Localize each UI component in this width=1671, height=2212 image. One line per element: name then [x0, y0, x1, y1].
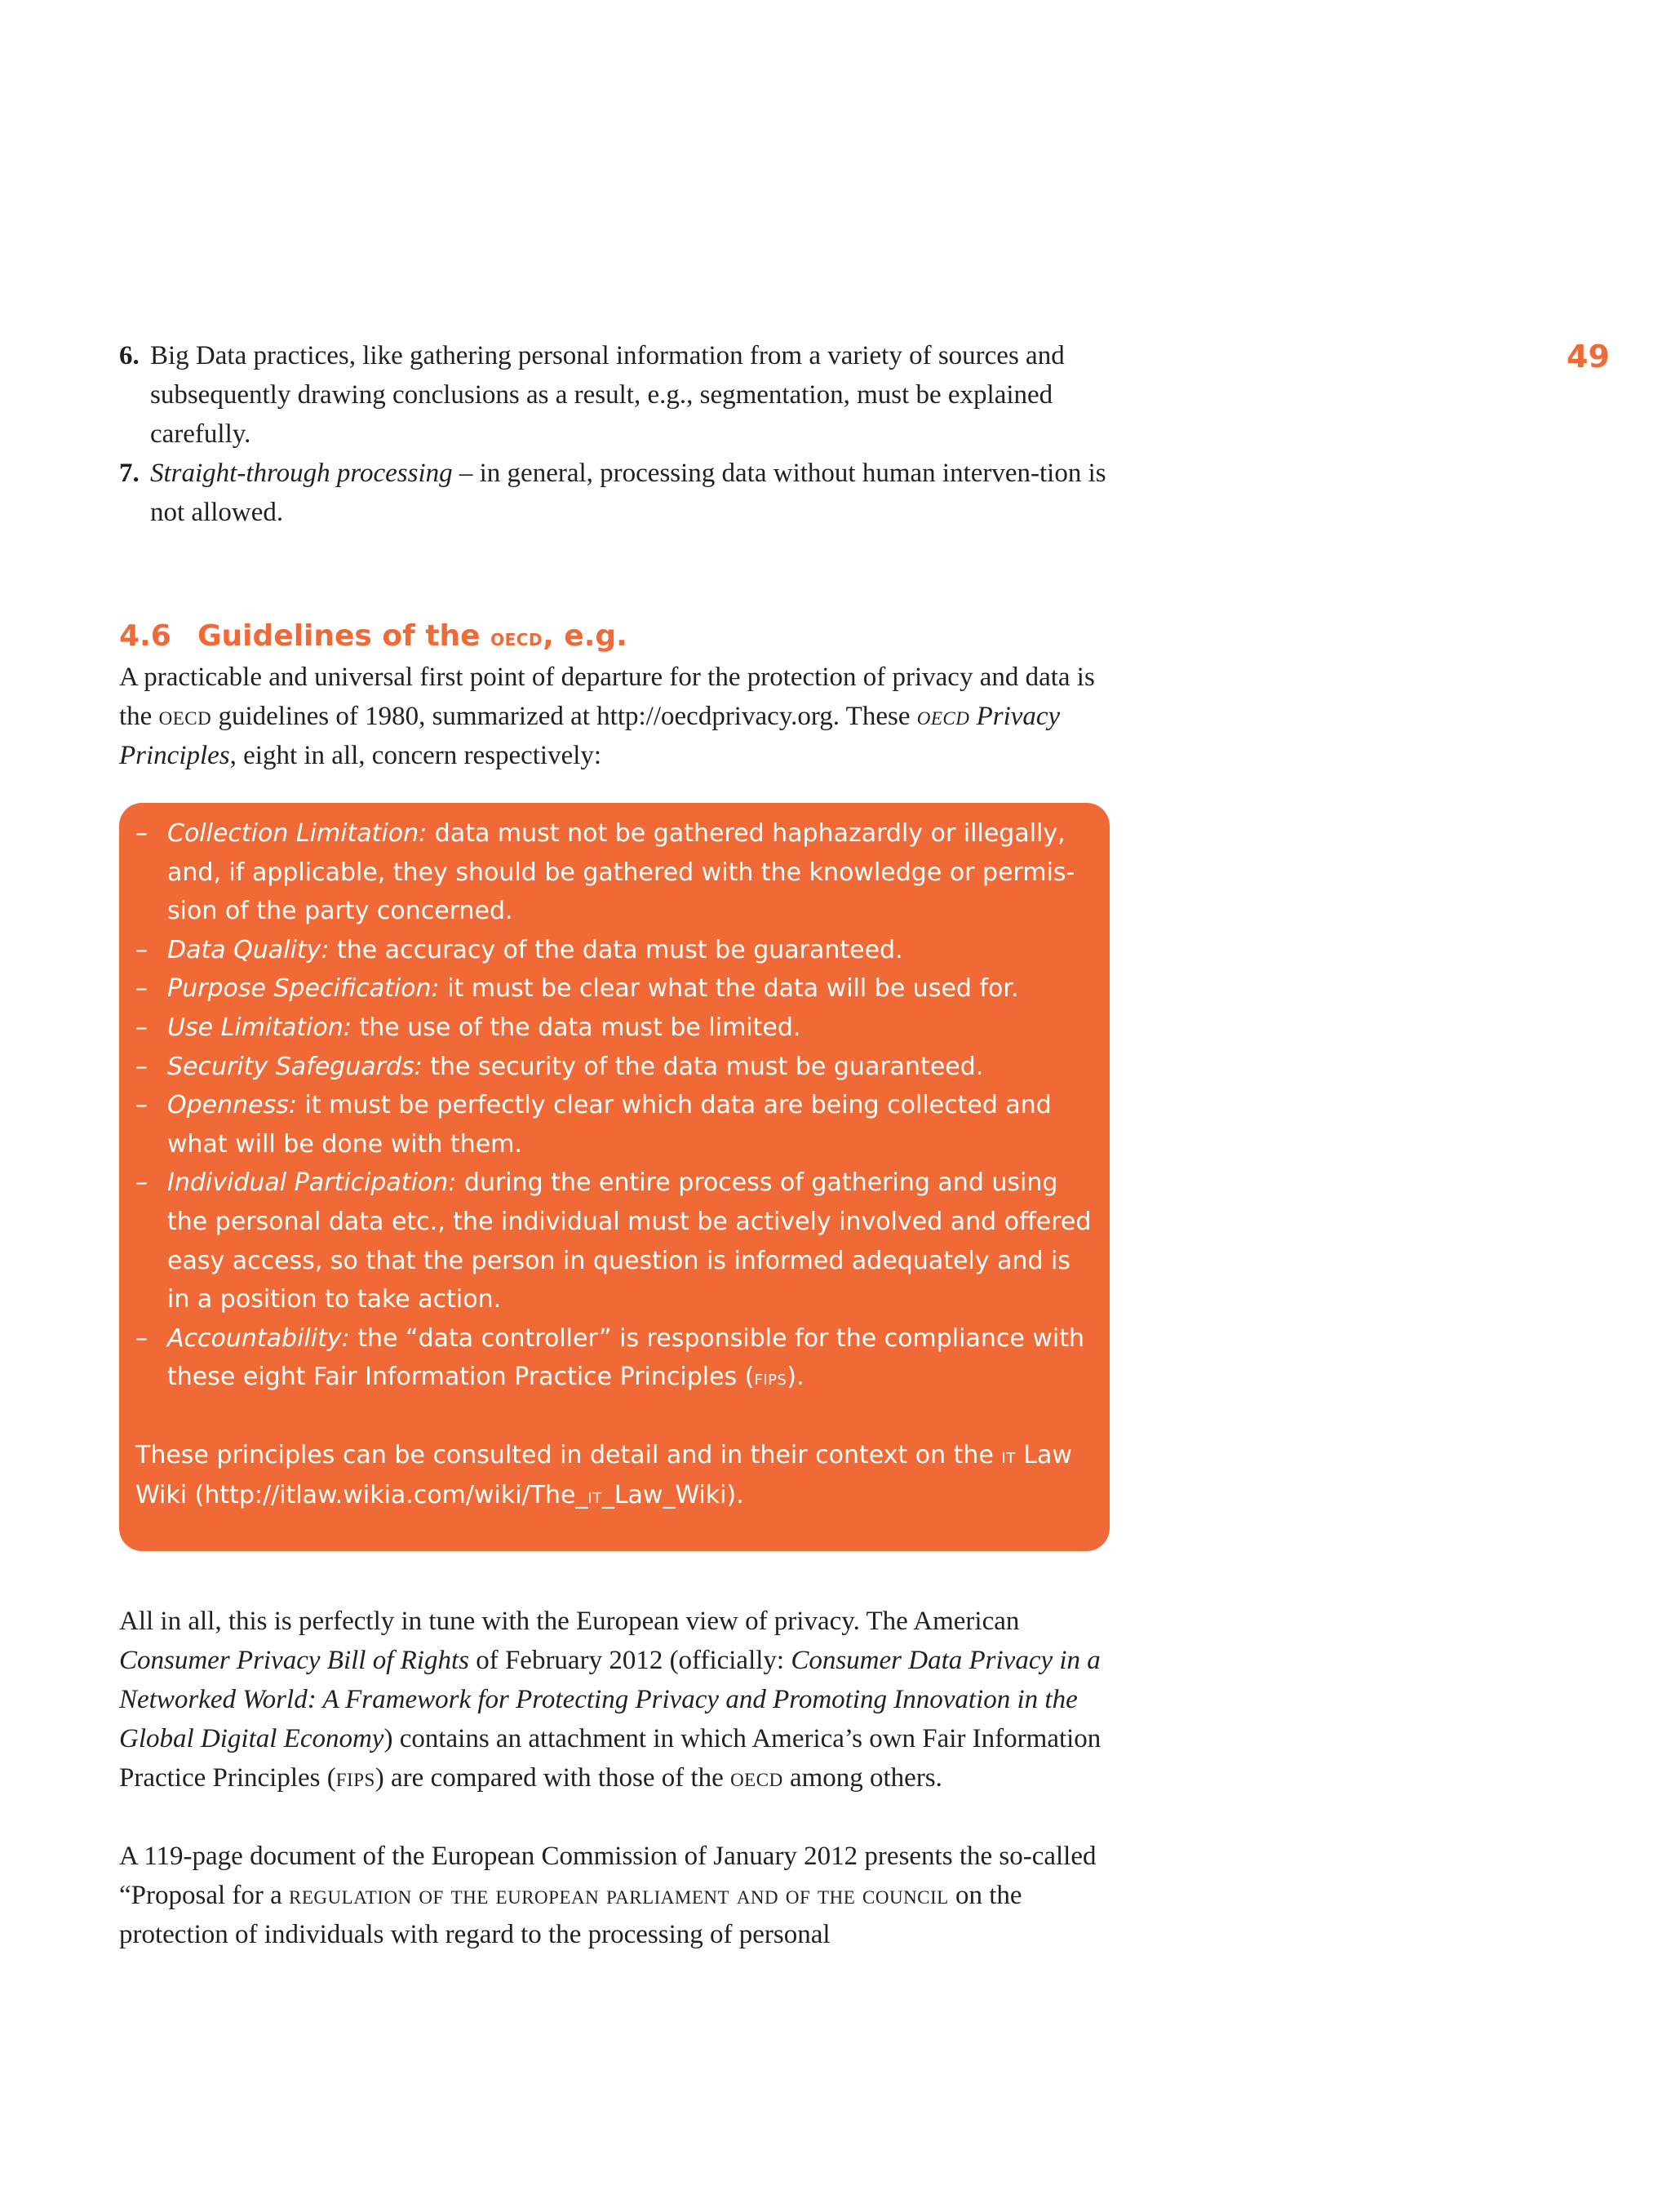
- list-item-text: Big Data practices, like gathering personal information from a variety of sources and subsequently drawing conclusions as a result, e.g., segmentation, must be explained carefully.: [150, 341, 1065, 449]
- text-run: ) are compared with those of the: [375, 1763, 731, 1793]
- principle-text: the “data controller” is responsible for the compliance with these eight Fair Information Practice Principles (: [167, 1323, 1085, 1392]
- principle-item: [135, 814, 1093, 931]
- text-run: These principles can be consulted in detail and in their context on the: [135, 1440, 1002, 1469]
- dash-bullet: –: [135, 1052, 148, 1081]
- principle-text: the use of the data must be limited.: [351, 1013, 801, 1042]
- dash-bullet: –: [135, 935, 148, 964]
- principle-term: Purpose Specification:: [167, 974, 440, 1004]
- text-run: Privacy Principles: [119, 702, 1061, 770]
- text-run: A practicable and universal first point of departure for the protection of privacy and data is the: [119, 663, 1095, 731]
- section-number: 4.6: [119, 619, 171, 653]
- principle-text: the security of the data must be guaranteed.: [422, 1052, 984, 1081]
- principle-term: Data Quality:: [167, 935, 330, 964]
- principle-item: [135, 1048, 1093, 1087]
- principle-item: [135, 1086, 1093, 1164]
- page-content: [119, 336, 1110, 1954]
- dash-bullet: –: [135, 1168, 148, 1198]
- principle-text: during the entire process of gathering and using the personal data etc., the individual must be actively involved and offered easy access, so that the person in question is informed adequately and is in a position to take action.: [167, 1168, 1092, 1314]
- principle-term: Collection Limitation:: [167, 819, 428, 848]
- principle-term: Security Safeguards:: [167, 1052, 423, 1081]
- text-run: All in all, this is perfectly in tune with the European view of privacy. The American: [119, 1607, 1020, 1637]
- dash-bullet: –: [135, 1013, 148, 1042]
- box-closing-note: [135, 1436, 1093, 1515]
- american-paragraph: [119, 1602, 1110, 1798]
- small-caps-title: regulation of the european parliament and of the council: [289, 1881, 949, 1911]
- text-run: _Law_Wiki).: [601, 1480, 744, 1509]
- acronym: fips: [335, 1763, 375, 1793]
- list-item-term: Straight-through processing: [150, 459, 453, 488]
- acronym: it: [587, 1483, 602, 1508]
- commission-paragraph: [119, 1837, 1110, 1954]
- page-number: 49: [1567, 339, 1610, 375]
- list-item: [119, 336, 1110, 454]
- intro-paragraph: [119, 658, 1110, 775]
- italic-title: Consumer Privacy Bill of Rights: [119, 1646, 469, 1676]
- list-item: [119, 454, 1110, 532]
- dash-bullet: –: [135, 819, 148, 848]
- text-run: Law Wiki (http://itlaw.wikia.com/wiki/The_: [135, 1440, 1072, 1509]
- dash-bullet: –: [135, 1091, 148, 1120]
- dash-bullet: –: [135, 974, 148, 1004]
- principle-term: Use Limitation:: [167, 1013, 352, 1042]
- section-title-acronym: oecd: [490, 624, 543, 651]
- section-title-part: , e.g.: [543, 619, 627, 653]
- section-title-part: Guidelines of the: [197, 619, 491, 653]
- numbered-list: [119, 336, 1110, 532]
- text-run: of February 2012 (officially:: [468, 1646, 791, 1676]
- principle-text: it must be perfectly clear which data are being collected and what will be done with them.: [167, 1091, 1052, 1159]
- principle-text: data must not be gathered haphazardly or illegally, and, if applicable, they should be gathered with the knowledge or permis-sion of the party concerned.: [167, 819, 1075, 926]
- acronym: it: [1001, 1443, 1016, 1468]
- text-run: , eight in all, concern respectively:: [229, 741, 602, 770]
- principle-term: Individual Participation:: [167, 1168, 457, 1198]
- text-run: ) contains an attachment in which America’s own Fair Information Practice Principles (: [119, 1724, 1101, 1793]
- text-run: A 119-page document of the European Commission of January 2012 presents the so-called “Proposal for a: [119, 1842, 1097, 1911]
- principles-box: [119, 803, 1110, 1551]
- list-item-number: 7.: [119, 459, 140, 488]
- text-run: among others.: [782, 1763, 942, 1793]
- principle-item: [135, 1319, 1093, 1398]
- acronym: oecd: [916, 702, 970, 731]
- principle-term: Openness:: [167, 1091, 297, 1120]
- section-heading: [119, 617, 1110, 658]
- text-run: guidelines of 1980, summarized at http://oecdprivacy.org. These: [211, 702, 917, 731]
- acronym: oecd: [730, 1763, 783, 1793]
- principle-text: ).: [787, 1363, 804, 1392]
- principle-item: [135, 931, 1093, 970]
- principle-term: Accountability:: [167, 1323, 350, 1353]
- principle-text: the accuracy of the data must be guaranteed.: [329, 935, 903, 964]
- principle-item: [135, 1164, 1093, 1319]
- principles-list: [135, 814, 1093, 1398]
- principle-text: it must be clear what the data will be used for.: [439, 974, 1019, 1004]
- list-item-text: – in general, processing data without human interven-tion is not allowed.: [150, 459, 1106, 527]
- principle-item: [135, 969, 1093, 1008]
- principle-item: [135, 1008, 1093, 1048]
- acronym: fips: [754, 1366, 787, 1390]
- dash-bullet: –: [135, 1323, 148, 1353]
- acronym: oecd: [158, 702, 212, 731]
- text-run: on the protection of individuals with regard to the processing of personal: [119, 1881, 1022, 1950]
- italic-title: Consumer Data Privacy in a Networked World: A Framework for Protecting Privacy and Promoting Innovation in the Global Digital Economy: [119, 1646, 1101, 1754]
- list-item-number: 6.: [119, 341, 140, 370]
